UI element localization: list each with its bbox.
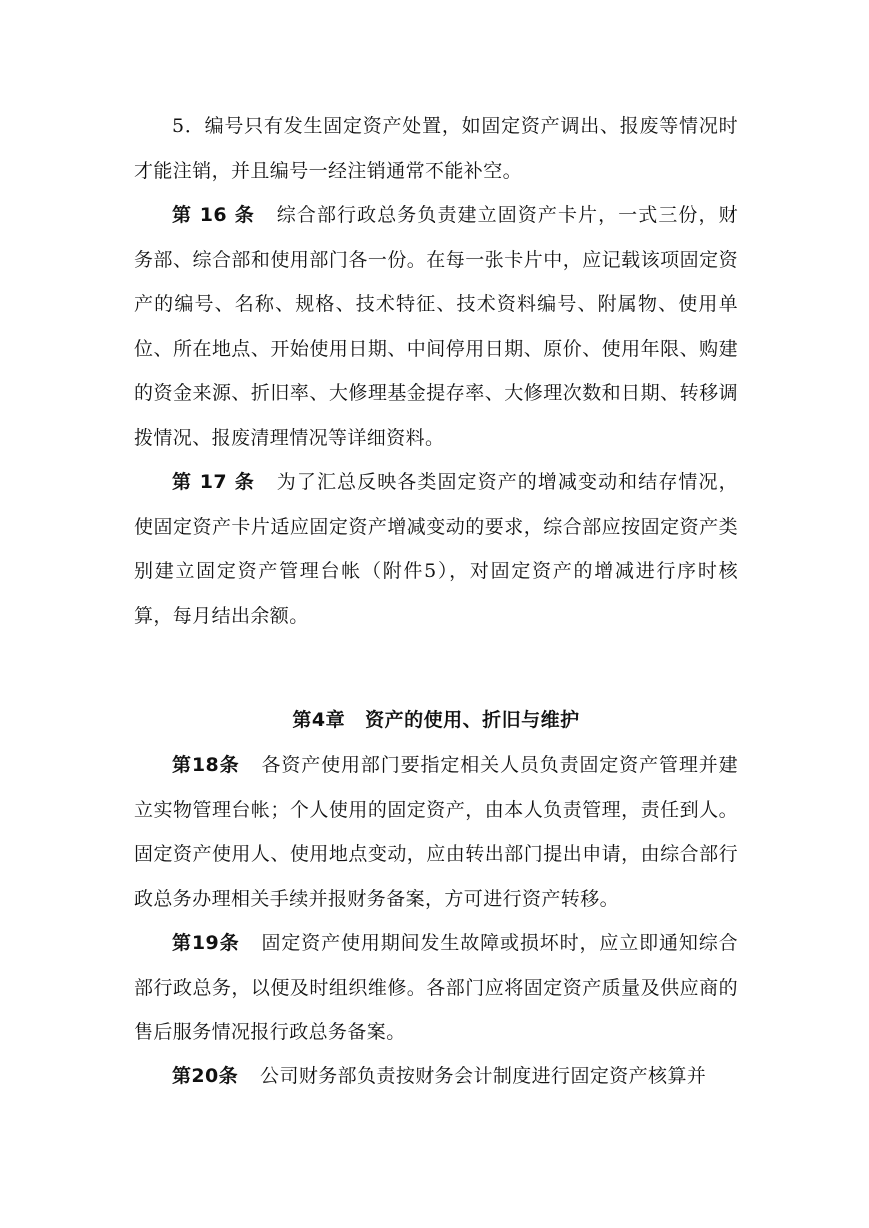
article-number: 第 17 条 [172,471,255,493]
paragraph-text: 固定资产使用期间发生故障或损坏时，应立即通知综合部行政总务，以便及时组织维修。各部门应将固定资产质量及供应商的售后服务情况报行政总务备案。 [134,932,738,1043]
paragraph-text: 公司财务部负责按财务会计制度进行固定资产核算并 [260,1065,707,1087]
paragraph-article-19 [134,921,738,1055]
chapter-heading [134,706,738,734]
paragraph-article-16 [134,193,738,460]
paragraph-article-20 [134,1054,738,1099]
paragraph-text: 为了汇总反映各类固定资产的增减变动和结存情况，使固定资产卡片适应固定资产增减变动的要求，综合部应按固定资产类别建立固定资产管理台帐（附件5），对固定资产的增减进行序时核算，每月结出余额。 [134,471,738,627]
chapter-number: 第4章 [292,709,346,731]
article-number: 第 16 条 [172,204,255,226]
paragraph-numbering-rule [134,104,738,193]
paragraph-text: 各资产使用部门要指定相关人员负责固定资产管理并建立实物管理台帐；个人使用的固定资产，由本人负责管理，责任到人。固定资产使用人、使用地点变动，应由转出部门提出申请，由综合部行政总务办理相关手续并报财务备案，方可进行资产转移。 [134,754,738,910]
paragraph-text: 5．编号只有发生固定资产处置，如固定资产调出、报废等情况时才能注销，并且编号一经注销通常不能补空。 [134,115,738,182]
article-number: 第20条 [172,1065,239,1087]
paragraph-article-18 [134,743,738,921]
article-number: 第18条 [172,754,240,776]
article-number: 第19条 [172,932,240,954]
paragraph-article-17 [134,460,738,638]
paragraph-text: 综合部行政总务负责建立固资产卡片，一式三份，财务部、综合部和使用部门各一份。在每一张卡片中，应记载该项固定资产的编号、名称、规格、技术特征、技术资料编号、附属物、使用单位、所在地点、开始使用日期、中间停用日期、原价、使用年限、购建的资金来源、折旧率、大修理基金提存率、大修理次数和日期、转移调拨情况、报废清理情况等详细资料。 [134,204,738,449]
chapter-title: 资产的使用、折旧与维护 [365,709,580,731]
